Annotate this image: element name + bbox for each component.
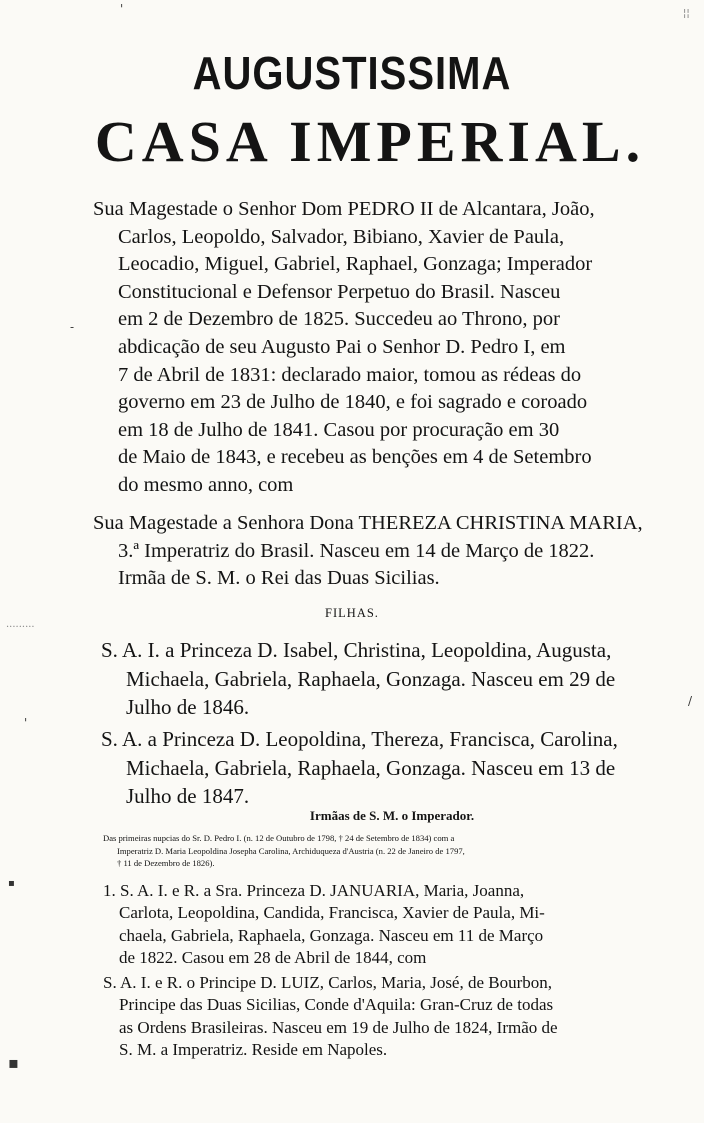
sisters-note (103, 832, 683, 870)
text-line: Principe das Duas Sicilias, Conde d'Aquila: Gran-Cruz de todas (119, 995, 554, 1015)
text-line: Constitucional e Defensor Perpetuo do Brasil. Nasceu (118, 280, 561, 303)
text-line: as Ordens Brasileiras. Nasceu em 19 de Julho de 1824, Irmão de (119, 1017, 558, 1037)
title-casa-imperial: CASA IMPERIAL. (94, 109, 646, 174)
speck-mark: ¦¦ (683, 8, 690, 19)
text-line: Leocadio, Miguel, Gabriel, Raphael, Gonzaga; Imperador (118, 253, 593, 276)
speck-mark: ▪ (8, 1053, 19, 1072)
text-line: Carlos, Leopoldo, Salvador, Bibiano, Xavier de Paula, (118, 225, 565, 248)
speck-mark: ' (120, 2, 124, 16)
text-line: Sua Magestade a Senhora Dona THEREZA CHRISTINA MARIA, (93, 512, 643, 534)
speck-mark: / (688, 694, 693, 708)
text-line: 7 de Abril de 1831: declarado maior, tomou as rédeas do (118, 363, 582, 386)
speck-mark: ' (24, 716, 28, 730)
speck-mark: ▪ (8, 878, 15, 889)
text-line: chaela, Gabriela, Raphaela, Gonzaga. Nasceu em 11 de Março (119, 925, 544, 945)
text-line: 1. S. A. I. e R. a Sra. Princeza D. JANUARIA, Maria, Joanna, (103, 881, 525, 900)
text-line: abdicação de seu Augusto Pai o Senhor D. Pedro I, em (118, 335, 566, 358)
note-line: † 11 de Dezembro de 1826). (117, 858, 215, 868)
empress-paragraph (93, 510, 685, 593)
text-line: do mesmo anno, com (118, 473, 294, 496)
text-line: de 1822. Casou em 28 de Abril de 1844, com (119, 948, 427, 968)
daughter2-paragraph (101, 725, 693, 811)
daughter1-paragraph (101, 636, 693, 722)
text-line: em 2 de Dezembro de 1825. Succedeu ao Throno, por (118, 308, 560, 331)
text-line: S. A. I. a Princeza D. Isabel, Christina, Leopoldina, Augusta, (101, 638, 612, 662)
text-line: S. M. a Imperatriz. Reside em Napoles. (119, 1040, 388, 1060)
text-line: em 18 de Julho de 1841. Casou por procuração em 30 (118, 418, 560, 441)
text-line: Carlota, Leopoldina, Candida, Francisca, Xavier de Paula, Mi- (119, 903, 545, 923)
speck-mark: - (70, 320, 75, 334)
note-line: Imperatriz D. Maria Leopoldina Josepha Carolina, Archiduqueza d'Austria (n. 22 de Janeiro de 1797, (117, 845, 465, 856)
prince-paragraph (103, 972, 688, 1062)
speck-mark: ········· (6, 622, 35, 633)
text-line: de Maio de 1843, e recebeu as benções em 4 de Setembro (118, 446, 592, 469)
text-line: Julho de 1847. (126, 784, 250, 809)
text-line: governo em 23 de Julho de 1840, e foi sagrado e coroado (118, 391, 588, 414)
daughters-heading: FILHAS. (325, 606, 379, 620)
emperor-paragraph (93, 196, 685, 500)
sister1-paragraph (103, 880, 688, 970)
text-line: 3.ª Imperatriz do Brasil. Nasceu em 14 de Março de 1822. (118, 539, 595, 562)
text-line: S. A. I. e R. o Principe D. LUIZ, Carlos, Maria, José, de Bourbon, (103, 973, 553, 992)
note-line: Das primeiras nupcias do Sr. D. Pedro I. (n. 12 de Outubro de 1798, † 24 de Setembro de 1834) com a (103, 833, 455, 843)
text-line: Julho de 1846. (126, 695, 250, 720)
text-line: S. A. a Princeza D. Leopoldina, Thereza, Francisca, Carolina, (101, 727, 618, 751)
sisters-heading: Irmãas de S. M. o Imperador. (309, 808, 475, 823)
text-line: Michaela, Gabriela, Raphaela, Gonzaga. Nasceu em 29 de (126, 666, 616, 691)
text-line: Sua Magestade o Senhor Dom PEDRO II de Alcantara, João, (93, 198, 595, 220)
title-augustissima: AUGUSTISSIMA (192, 48, 512, 100)
text-line: Michaela, Gabriela, Raphaela, Gonzaga. Nasceu em 13 de (126, 755, 616, 780)
text-line: Irmãa de S. M. o Rei das Duas Sicilias. (118, 567, 440, 590)
